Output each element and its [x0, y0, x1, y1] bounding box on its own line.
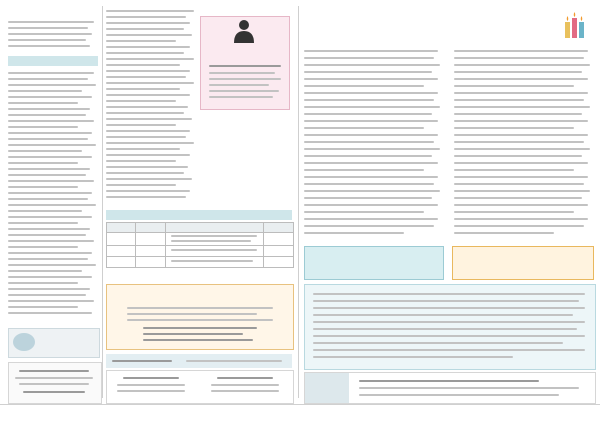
- page-fold: [298, 6, 299, 398]
- bottom-ad-middle: [106, 370, 294, 404]
- info-box: [8, 328, 100, 358]
- article-col-b: [454, 50, 592, 240]
- sub-header-bar: [8, 56, 98, 66]
- right-column: [304, 6, 594, 398]
- event-banner: [304, 246, 444, 280]
- schedule-table: [106, 222, 294, 268]
- goods-ad-box: [106, 284, 294, 350]
- article-col-a: [304, 50, 442, 240]
- left-column: [8, 6, 100, 398]
- article-header: [304, 6, 594, 44]
- person-silhouette-icon: [231, 19, 257, 43]
- table-title-bar: [106, 210, 292, 220]
- bottom-ad-left: [8, 362, 102, 404]
- candles-icon: [556, 8, 592, 42]
- info-box-right: [304, 284, 596, 370]
- announcement-box: [200, 16, 290, 110]
- divider-1: [102, 6, 103, 398]
- info-strip: [106, 354, 292, 368]
- middle-column: [106, 6, 292, 398]
- page-footer: [0, 402, 600, 424]
- publication-box: [452, 246, 594, 280]
- bottom-strip-right: [304, 372, 596, 404]
